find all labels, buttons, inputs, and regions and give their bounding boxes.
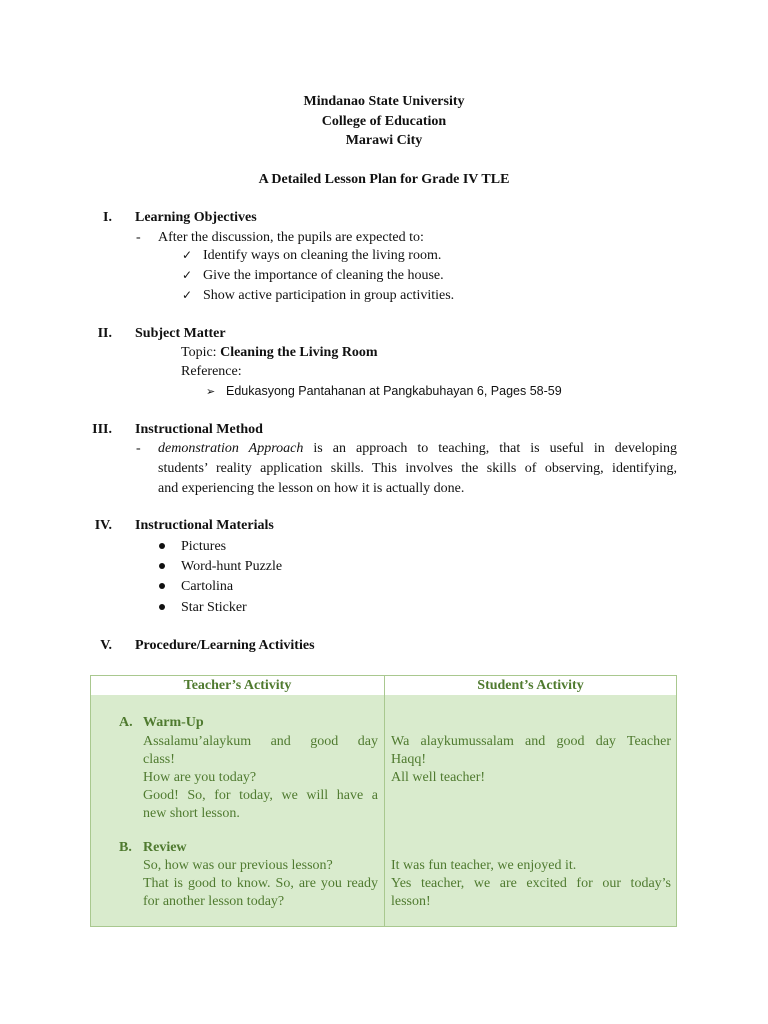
teacher-line: Good! So, for today, we will have a	[143, 788, 378, 803]
objective-item: Show active participation in group activities.	[203, 288, 455, 303]
section-3-numeral: III.	[92, 422, 112, 437]
teacher-line: So, how was our previous lesson?	[143, 858, 333, 873]
section-5-numeral: V.	[100, 638, 112, 653]
check-icon: ✓	[182, 248, 193, 262]
student-line: Yes teacher, we are excited for our today’s	[391, 876, 671, 891]
bullet-icon	[159, 583, 165, 589]
dash-bullet: -	[136, 230, 141, 245]
bullet-icon	[159, 563, 165, 569]
section-1-heading: Learning Objectives	[135, 210, 257, 225]
part-a-letter: A.	[119, 715, 133, 730]
section-3-heading: Instructional Method	[135, 422, 263, 437]
objective-item: Identify ways on cleaning the living room.	[203, 248, 442, 263]
section-1-numeral: I.	[103, 210, 112, 225]
method-line-3: and experiencing the lesson on how it is actually done.	[158, 481, 465, 496]
document-title: A Detailed Lesson Plan for Grade IV TLE	[258, 172, 510, 187]
approach-term: demonstration Approach	[158, 441, 304, 456]
student-line: All well teacher!	[391, 770, 486, 785]
teacher-line: for another lesson today?	[143, 894, 285, 909]
check-icon: ✓	[182, 268, 193, 282]
activity-table	[90, 675, 677, 927]
material-item: Star Sticker	[181, 600, 247, 615]
topic-line	[181, 343, 378, 363]
approach-description: is an approach to teaching, that is useful in developing	[313, 441, 677, 456]
teacher-line: new short lesson.	[143, 806, 240, 821]
reference-item: Edukasyong Pantahanan at Pangkabuhayan 6, Pages 58-59	[226, 384, 562, 398]
teacher-line: That is good to know. So, are you ready	[143, 876, 378, 891]
teacher-column-header: Teacher’s Activity	[91, 676, 384, 696]
check-icon: ✓	[182, 288, 193, 302]
section-4-heading: Instructional Materials	[135, 518, 274, 533]
student-column-header: Student’s Activity	[385, 676, 676, 696]
student-line: It was fun teacher, we enjoyed it.	[391, 858, 577, 873]
method-line-1	[158, 439, 677, 459]
student-line: Haqq!	[391, 752, 426, 767]
section-5-heading: Procedure/Learning Activities	[135, 638, 315, 653]
dash-bullet: -	[136, 441, 141, 456]
objectives-intro: After the discussion, the pupils are expected to:	[158, 230, 424, 245]
part-b-letter: B.	[119, 840, 132, 855]
section-2-heading: Subject Matter	[135, 326, 226, 341]
objective-item: Give the importance of cleaning the house.	[203, 268, 444, 283]
city-name: Marawi City	[345, 133, 423, 148]
section-4-numeral: IV.	[94, 518, 112, 533]
reference-label: Reference:	[181, 364, 242, 379]
method-line-2: students’ reality application skills. This involves the skills of observing, identifying,	[158, 461, 677, 476]
student-line: lesson!	[391, 894, 431, 909]
student-line: Wa alaykumussalam and good day Teacher	[391, 734, 671, 749]
topic-label: Topic:	[181, 345, 217, 360]
teacher-line: class!	[143, 752, 175, 767]
topic-value: Cleaning the Living Room	[220, 345, 378, 360]
material-item: Cartolina	[181, 579, 234, 594]
section-2-numeral: II.	[97, 326, 112, 341]
bullet-icon	[159, 604, 165, 610]
material-item: Word-hunt Puzzle	[181, 559, 283, 574]
material-item: Pictures	[181, 539, 227, 554]
arrow-bullet-icon: ➢	[206, 385, 216, 398]
teacher-line: How are you today?	[143, 770, 257, 785]
bullet-icon	[159, 543, 165, 549]
university-name: Mindanao State University	[303, 94, 465, 109]
college-name: College of Education	[321, 114, 447, 129]
column-divider	[384, 676, 385, 926]
teacher-line: Assalamu’alaykum and good day	[143, 734, 378, 749]
part-b-title: Review	[143, 840, 187, 855]
part-a-title: Warm-Up	[143, 715, 204, 730]
